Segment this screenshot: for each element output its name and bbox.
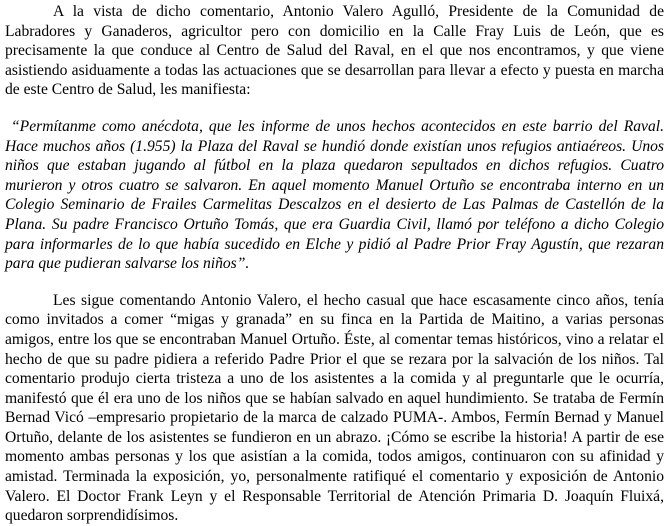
- paragraph-intro: A la vista de dicho comentario, Antonio Valero Agulló, Presidente de la Comunidad de Labradores y Ganaderos, agricultor pero con domicilio en la Calle Fray Luis de León, que es precisamente la que conduce al Centro de Salud del Raval, en el que nos encontramos, y que viene asistiendo asiduamente a todas las actuaciones que se desarrollan para llevar a efecto y puesta en marcha de este Centro de Salud, les manifiesta:: [5, 3, 664, 99]
- quoted-testimony: “Permítanme como anécdota, que les informe de unos hechos acontecidos en este barrio del Raval. Hace muchos años (1.955) la Plaza del Raval se hundió donde existían unos refugios antiaéreos. Unos niños que estaban jugando al fútbol en la plaza quedaron sepultados en dichos refugios. Cuatro murieron y otros cuatro se salvaron. En aquel momento Manuel Ortuño se encontraba interno en un Colegio Seminario de Frailes Carmelitas Descalzos en el desierto de Las Palmas de Castellón de la Plana. Su padre Francisco Ortuño Tomás, que era Guardia Civil, llamó por teléfono a dicho Colegio para informarles de lo que había sucedido en Elche y pidió al Padre Prior Fray Agustín, que rezaran para que pudieran salvarse los niños”.: [5, 117, 664, 273]
- document-page: [5, 2, 664, 526]
- paragraph-story: Les sigue comentando Antonio Valero, el hecho casual que hace escasamente cinco años, tenía como invitados a comer “migas y granada” en su finca en la Partida de Maitino, a varias personas amigos, entre los que se encontraban Manuel Ortuño. Éste, al comentar temas históricos, vino a relatar el hecho de que su padre pidiera a referido Padre Prior el que se rezara por la salvación de los niños. Tal comentario produjo cierta tristeza a uno de los asistentes a la comida y al preguntarle que le ocurría, manifestó que él era uno de los niños que se habían salvado en aquel hundimiento. Se trataba de Fermín Bernad Vicó –empresario propietario de la marca de calzado PUMA-. Ambos, Fermín Bernad y Manuel Ortuño, delante de los asistentes se fundieron en un abrazo. ¡Cómo se escribe la historia! A partir de ese momento ambas personas y los que asistían a la comida, todos amigos, continuaron con su afinidad y amistad. Terminada la exposición, yo, personalmente ratifiqué el comentario y exposición de Antonio Valero. El Doctor Frank Leyn y el Responsable Territorial de Atención Primaria D. Joaquín Fluixá, quedaron sorprendidísimos.: [5, 291, 664, 525]
